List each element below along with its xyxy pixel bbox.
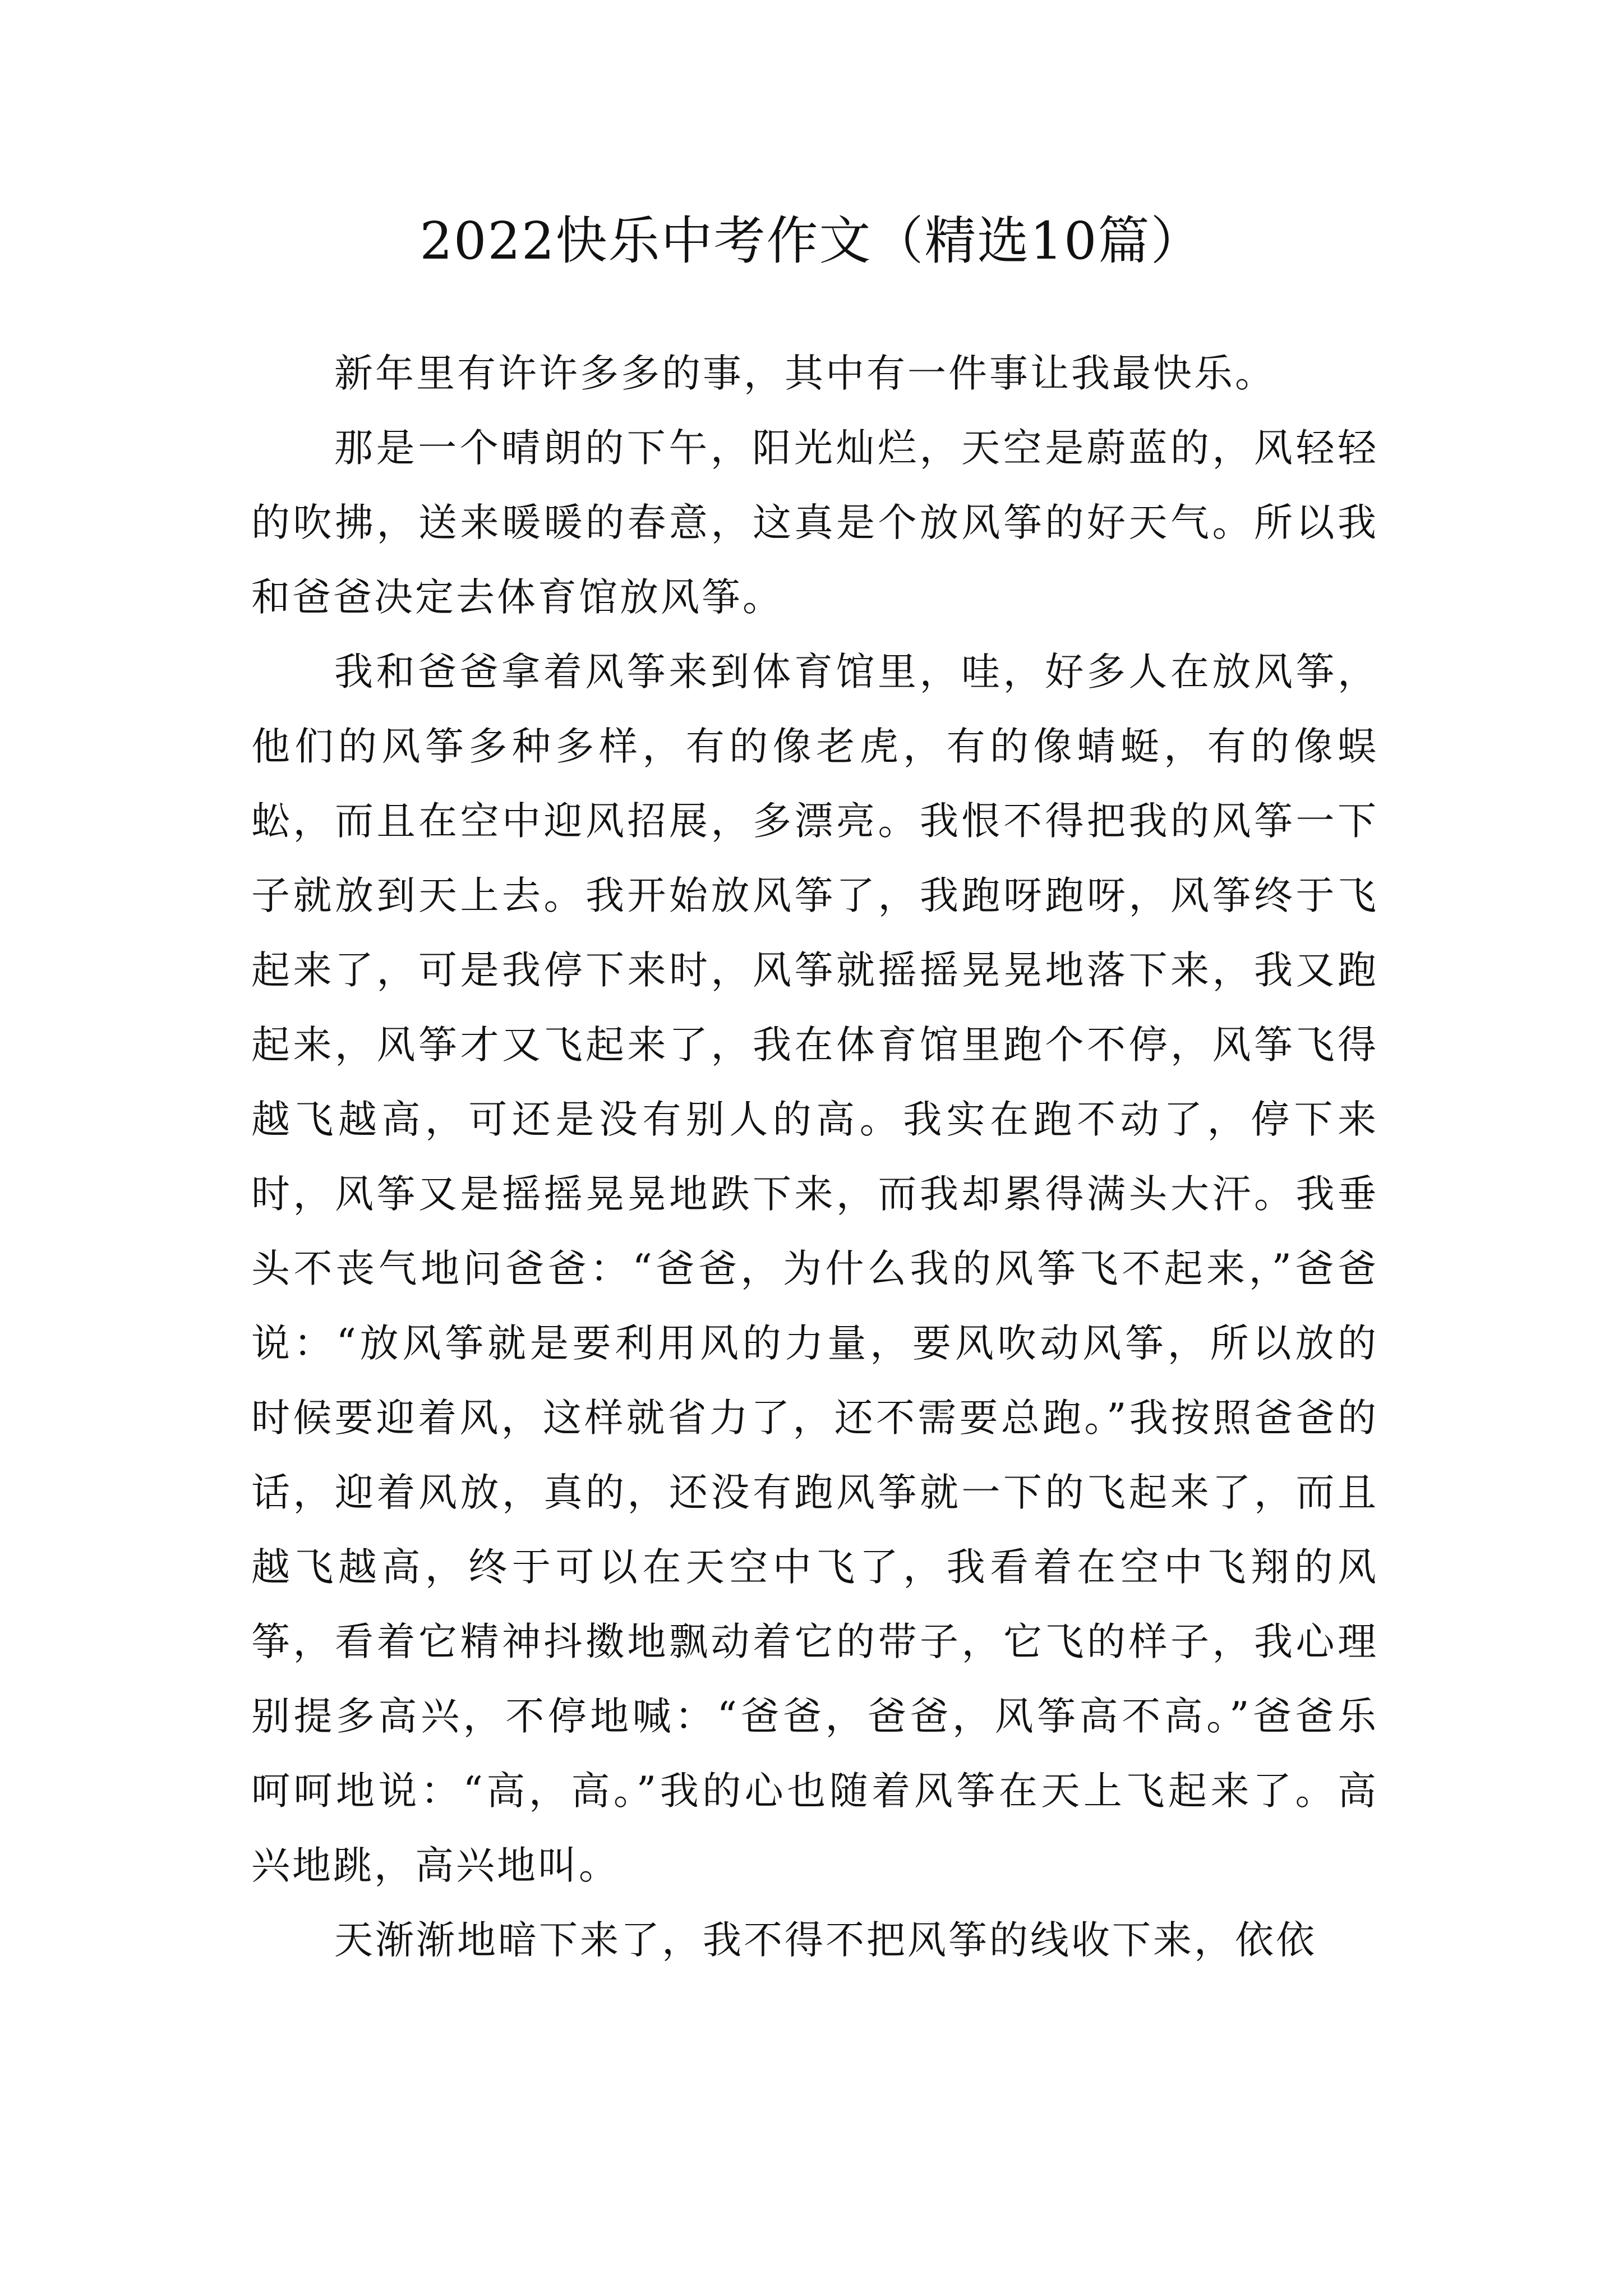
paragraph: 那是一个晴朗的下午，阳光灿烂，天空是蔚蓝的，风轻轻的吹拂，送来暖暖的春意，这真是个放风筝的好天气。所以我和爸爸决定去体育馆放风筝。 (251, 426, 1378, 620)
document-title: 2022快乐中考作文（精选10篇） (419, 211, 1204, 271)
paragraph: 天渐渐地暗下来了，我不得不把风筝的线收下来，依依 (334, 1918, 1317, 1963)
paragraph: 新年里有许许多多的事，其中有一件事让我最快乐。 (334, 351, 1276, 396)
document-body (251, 337, 1378, 1978)
paragraph: 我和爸爸拿着风筝来到体育馆里，哇，好多人在放风筝，他们的风筝多种多样，有的像老虎，有的像蜻蜓，有的像蜈蚣，而且在空中迎风招展，多漂亮。我恨不得把我的风筝一下子就放到天上去。我开始放风筝了，我跑呀跑呀，风筝终于飞起来了，可是我停下来时，风筝就摇摇晃晃地落下来，我又跑起来，风筝才又飞起来了，我在体育馆里跑个不停，风筝飞得越飞越高，可还是没有别人的高。我实在跑不动了，停下来时，风筝又是摇摇晃晃地跌下来，而我却累得满头大汗。我垂头不丧气地问爸爸：“爸爸，为什么我的风筝飞不起来，”爸爸说：“放风筝就是要利用风的力量，要风吹动风筝，所以放的时候要迎着风，这样就省力了，还不需要总跑。”我按照爸爸的话，迎着风放，真的，还没有跑风筝就一下的飞起来了，而且越飞越高，终于可以在天空中飞了，我看着在空中飞翔的风筝，看着它精神抖擞地飘动着它的带子，它飞的样子，我心理别提多高兴，不停地喊：“爸爸，爸爸，风筝高不高。”爸爸乐呵呵地说：“高，高。”我的心也随着风筝在天上飞起来了。高兴地跳，高兴地叫。 (251, 650, 1378, 1888)
